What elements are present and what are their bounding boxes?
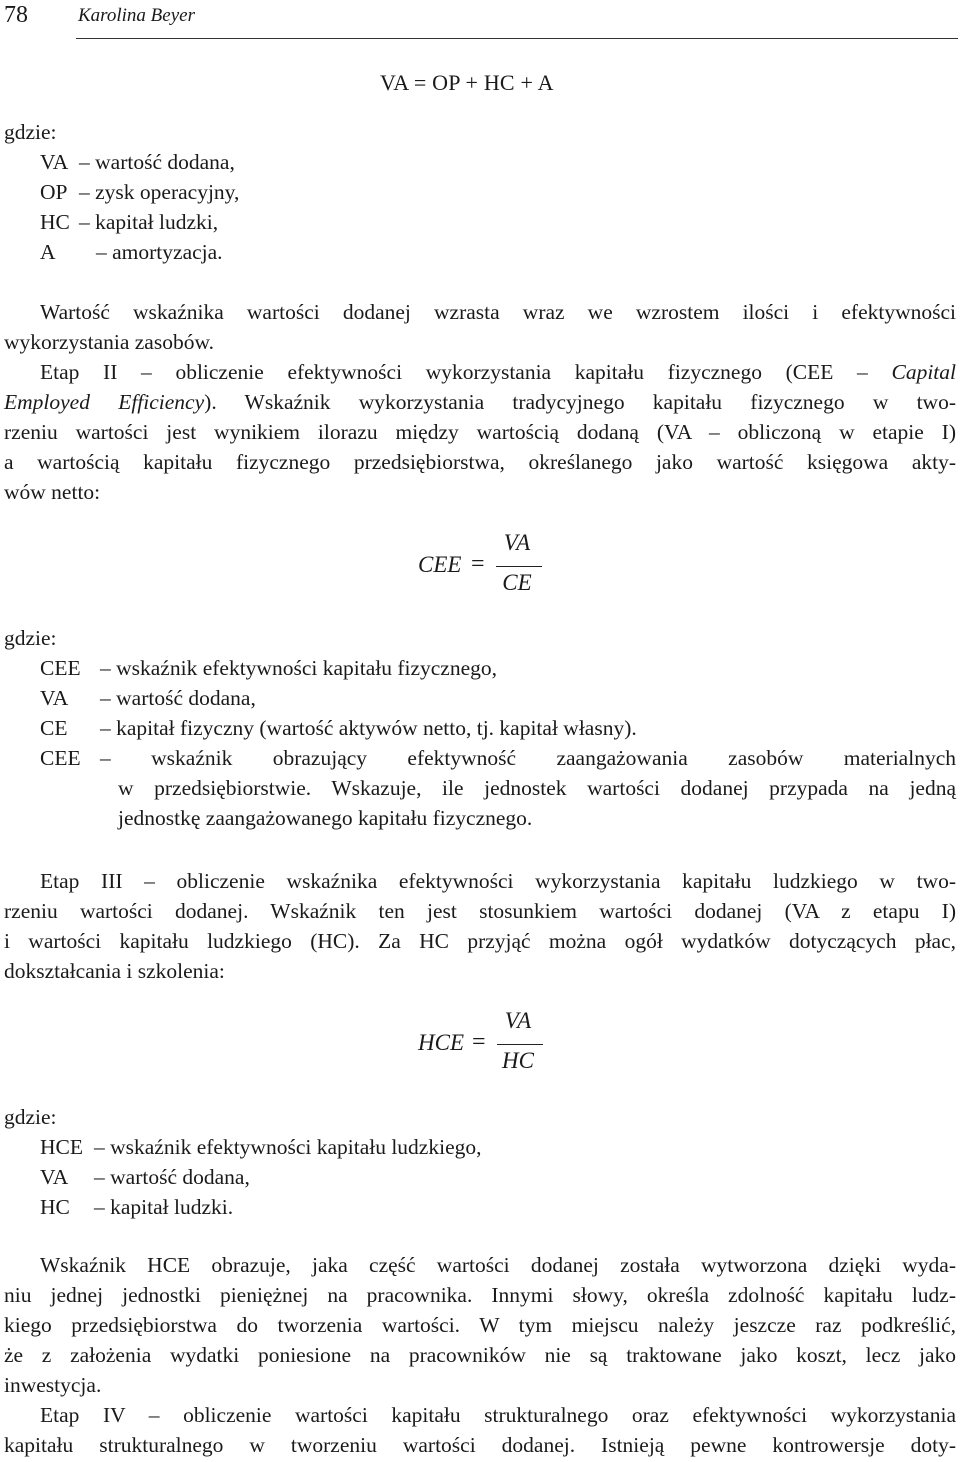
fraction-bar (496, 566, 542, 567)
text-line: Etap III – obliczenie wskaźnika efektywności wykorzystania kapitału ludzkiego w two- (40, 869, 956, 893)
legend-symbol: VA (40, 1165, 69, 1189)
formula-numerator: VA (504, 1008, 532, 1033)
formula-equals: = (471, 551, 485, 577)
formula-cee (418, 530, 548, 602)
italic-term: Capital (891, 360, 956, 384)
legend-symbol: OP (40, 180, 68, 204)
text-line: kiego przedsiębiorstwa do tworzenia wartości. W tym miejscu należy jeszcze raz podkreślić, (4, 1313, 956, 1337)
legend-description: – wskaźnik efektywności kapitału fizycznego, (100, 656, 498, 680)
text-line: jednostkę zaangażowanego kapitału fizycznego. (118, 806, 533, 830)
legend-symbol: VA (40, 150, 69, 174)
text-line: Wskaźnik HCE obrazuje, jaka część wartości dodanej została wytworzona dzięki wyda- (40, 1253, 956, 1277)
legend-description: – kapitał fizyczny (wartość aktywów netto, tj. kapitał własny). (100, 716, 637, 740)
legend-gdzie: gdzie: (4, 626, 57, 650)
text-line: wykorzystania zasobów. (4, 330, 214, 354)
formula-lhs: CEE (418, 552, 462, 577)
header-rule (76, 38, 958, 39)
formula-hce (418, 1008, 548, 1080)
running-head-author: Karolina Beyer (78, 5, 195, 26)
text-line (4, 387, 956, 417)
legend-description: – wskaźnik obrazujący efektywność zaangażowania zasobów materialnych (100, 746, 956, 770)
formula-va: VA = OP + HC + A (380, 70, 554, 95)
legend-symbol: A (40, 240, 56, 264)
legend-description: – wartość dodana, (79, 150, 235, 174)
legend-gdzie: gdzie: (4, 1105, 57, 1129)
legend-description: – zysk operacyjny, (79, 180, 240, 204)
legend-symbol: HC (40, 210, 70, 234)
text-span: ). Wskaźnik wykorzystania tradycyjnego kapitału fizycznego w two- (204, 390, 956, 414)
italic-term: Employed Efficiency (4, 390, 205, 414)
text-line: kapitału strukturalnego w tworzeniu wartości dodanej. Istnieją pewne kontrowersje doty- (4, 1433, 956, 1457)
legend-description: – wskaźnik efektywności kapitału ludzkiego, (94, 1135, 482, 1159)
text-line: dokształcania i szkolenia: (4, 959, 225, 983)
legend-symbol: CEE (40, 656, 81, 680)
legend-symbol: CE (40, 716, 68, 740)
legend-description: – kapitał ludzki, (79, 210, 219, 234)
legend-description: – kapitał ludzki. (94, 1195, 234, 1219)
text-line: i wartości kapitału ludzkiego (HC). Za HC przyjąć można ogół wydatków dotyczących płac, (4, 929, 956, 953)
text-line (40, 357, 956, 387)
text-line: rzeniu wartości jest wynikiem ilorazu między wartością dodaną (VA – obliczoną w etapie I) (4, 420, 956, 444)
formula-numerator: VA (503, 530, 531, 555)
page-number: 78 (4, 2, 28, 28)
formula-denominator: HC (502, 1048, 534, 1073)
legend-symbol: CEE (40, 746, 81, 770)
formula-denominator: CE (502, 570, 532, 595)
legend-symbol: HCE (40, 1135, 83, 1159)
formula-lhs: HCE (418, 1030, 464, 1055)
text-line: w przedsiębiorstwie. Wskazuje, ile jednostek wartości dodanej przypada na jedną (118, 776, 956, 800)
text-line: niu jednej jednostki pieniężnej na pracownika. Innymi słowy, określa zdolność kapitału ludz- (4, 1283, 956, 1307)
legend-description: – wartość dodana, (94, 1165, 250, 1189)
text-line: że z założenia wydatki poniesione na pracowników nie są traktowane jako koszt, lecz jako (4, 1343, 956, 1367)
text-line: Wartość wskaźnika wartości dodanej wzrasta wraz we wzrostem ilości i efektywności (40, 300, 956, 324)
legend-symbol: HC (40, 1195, 70, 1219)
text-line: inwestycja. (4, 1373, 102, 1397)
text-line: a wartością kapitału fizycznego przedsiębiorstwa, określanego jako wartość księgowa akty- (4, 450, 956, 474)
legend-symbol: VA (40, 686, 69, 710)
formula-equals: = (472, 1029, 486, 1055)
text-line: rzeniu wartości dodanej. Wskaźnik ten jest stosunkiem wartości dodanej (VA z etapu I) (4, 899, 956, 923)
legend-description: – wartość dodana, (100, 686, 256, 710)
text-line: wów netto: (4, 480, 101, 504)
page-header (0, 0, 960, 40)
text-span: Etap II – obliczenie efektywności wykorzystania kapitału fizycznego (CEE – (40, 360, 868, 384)
text-line: Etap IV – obliczenie wartości kapitału strukturalnego oraz efektywności wykorzystania (40, 1403, 956, 1427)
fraction-bar (497, 1044, 543, 1045)
legend-description: – amortyzacja. (96, 240, 223, 264)
legend-gdzie: gdzie: (4, 120, 57, 144)
